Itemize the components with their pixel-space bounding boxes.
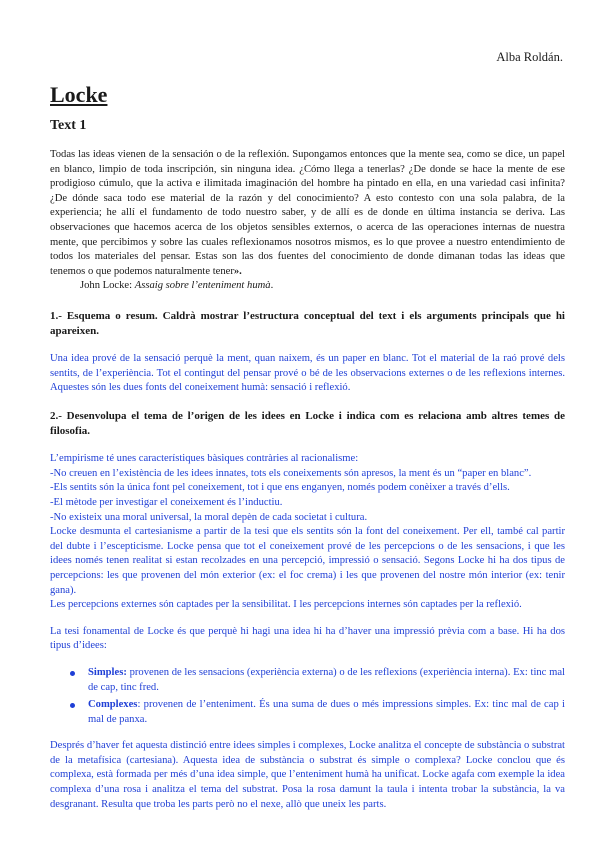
bullet-text: provenen de les sensacions (experiència externa) o de les reflexions (experiència interna). Ex: tinc mal de cap, tinc fred. — [88, 666, 565, 693]
empiricism-list — [50, 452, 565, 525]
empiricism-point: -El mètode per investigar el coneixement és l’inductiu. — [50, 496, 283, 508]
list-item — [50, 698, 565, 727]
question-2-section — [50, 409, 565, 812]
idea-types-list — [50, 666, 565, 727]
substance-paragraph: Després d’haver fet aquesta distinció entre idees simples i complexes, Locke analitza el concepte de substància o substrat de la metafísica (cartesiana). Aquesta idea de substància o substrat és simple o complexa? Locke conclou que és complexa, està formada per més d’una idea simple, que l’enteniment humà ha unificat. Locke agafa com exemple la idea complexa d’una rosa i analitza el tema del substrat. Posa la rosa damunt la taula i intenta trobar la substància, la va desgranant. Resulta que troba les parts però no el nexe, allò que uneix les parts. — [50, 740, 565, 810]
question-2-prompt: 2.- Desenvolupa el tema de l’origen de les idees en Locke i indica com es relaciona amb altres temes de filosofia. — [50, 410, 565, 437]
question-1-section — [50, 309, 565, 396]
fundamental-thesis-paragraph: La tesi fonamental de Locke és que perquè hi hagi una idea hi ha d’haver una impressió prèvia com a base. Hi ha dos tipus d’idees: — [50, 625, 565, 652]
text-subtitle: Text 1 — [50, 118, 87, 133]
author-name: Alba Roldán. — [496, 50, 563, 64]
empiricism-point: -No creuen en l’existència de les idees innates, tots els coneixements són apresos, la ment és un “paper en blanc”. — [50, 467, 532, 479]
bullet-icon — [70, 703, 75, 708]
bullet-term: Simples: — [88, 666, 127, 678]
list-item — [50, 666, 565, 695]
bullet-term: Complexes — [88, 699, 138, 711]
quote-text: Todas las ideas vienen de la sensación o de la reflexión. Supongamos entonces que la mente sea, como se dice, un papel en blanco, limpio de toda inscripción, sin ninguna idea. ¿Cómo llega a tenerlas? ¿De donde se hace la mente de ese prodigioso cúmulo, que la activa e ilimitada imaginación del hombre ha pintado en ella, en una variedad casi infinita? ¿De dónde saca todo ese material de la razón y del conocimiento? A esto contesto con una sola palabra, de la experiencia; he allí el fundamento de todo nuestro saber, y de allí es de donde en última instancia se deriva. Las observaciones que hacemos acerca de los objetos sensibles externos, o acerca de las operaciones internas de nuestra mente, que percibimos y sobre las cuales reflexionamos nosotros mismos, es lo que provee a nuestro entendimiento de todos los materiales del pensar. Estas son las dos fuentes del conocimiento de donde dimanan todas las ideas que tenemos o que podemos naturalmente tener — [50, 149, 565, 277]
quote-end-mark: ». — [233, 265, 242, 277]
attribution-work: Assaig sobre l’enteniment humà — [134, 280, 271, 292]
locke-cartesianism-paragraph: Locke desmunta el cartesianisme a partir de la tesi que els sentits són la font del coneixement. Per ell, també cal partir del dubte i l’escepticisme. Locke pensa que tot el coneixement prové de les percepcions o de les sensacions, i que les idees només tenen realitat si estan recolzades en una percepció, impressió o sensació. Segons Locke hi ha dos tipus de percepcions: les que provenen del món exterior (ex: el foc crema) i les que provenen del nostre món interior (ex: tenir gana). — [50, 526, 565, 596]
empiricism-point: -No existeix una moral universal, la moral depèn de cada societat i cultura. — [50, 511, 368, 523]
attribution-end: . — [270, 280, 274, 292]
quote-paragraph — [50, 148, 565, 279]
empiricism-point: -Els sentits són la única font pel coneixement, tot i que ens enganyen, només podem conèixer a través d’ells. — [50, 482, 510, 494]
quote-block — [50, 148, 565, 294]
question-1-prompt: 1.- Esquema o resum. Caldrà mostrar l’estructura conceptual del text i els arguments principals que hi apareixen. — [50, 310, 565, 337]
document-title: Locke — [50, 82, 108, 107]
attribution-author: John Locke: — [80, 280, 135, 292]
quote-attribution — [50, 279, 565, 294]
bullet-icon — [70, 671, 75, 676]
question-1-answer: Una idea prové de la sensació perquè la ment, quan naixem, és un paper en blanc. Tot el material de la raó prové dels sentits, de l’experiència. Tot el contingut del pensar prové o bé de les observacions externes o de les reflexions internes. Aquestes són les dues fonts del coneixement humà: sensació i reflexió. — [50, 353, 565, 394]
empiricism-intro: L’empirisme té unes característiques bàsiques contràries al racionalisme: — [50, 453, 359, 465]
perceptions-paragraph: Les percepcions externes són captades per la sensibilitat. I les percepcions internes són captades per la reflexió. — [50, 599, 522, 611]
bullet-text: : provenen de l’enteniment. És una suma de dues o més impressions simples. Ex: tinc mal de cap i mal de panxa. — [88, 699, 565, 725]
